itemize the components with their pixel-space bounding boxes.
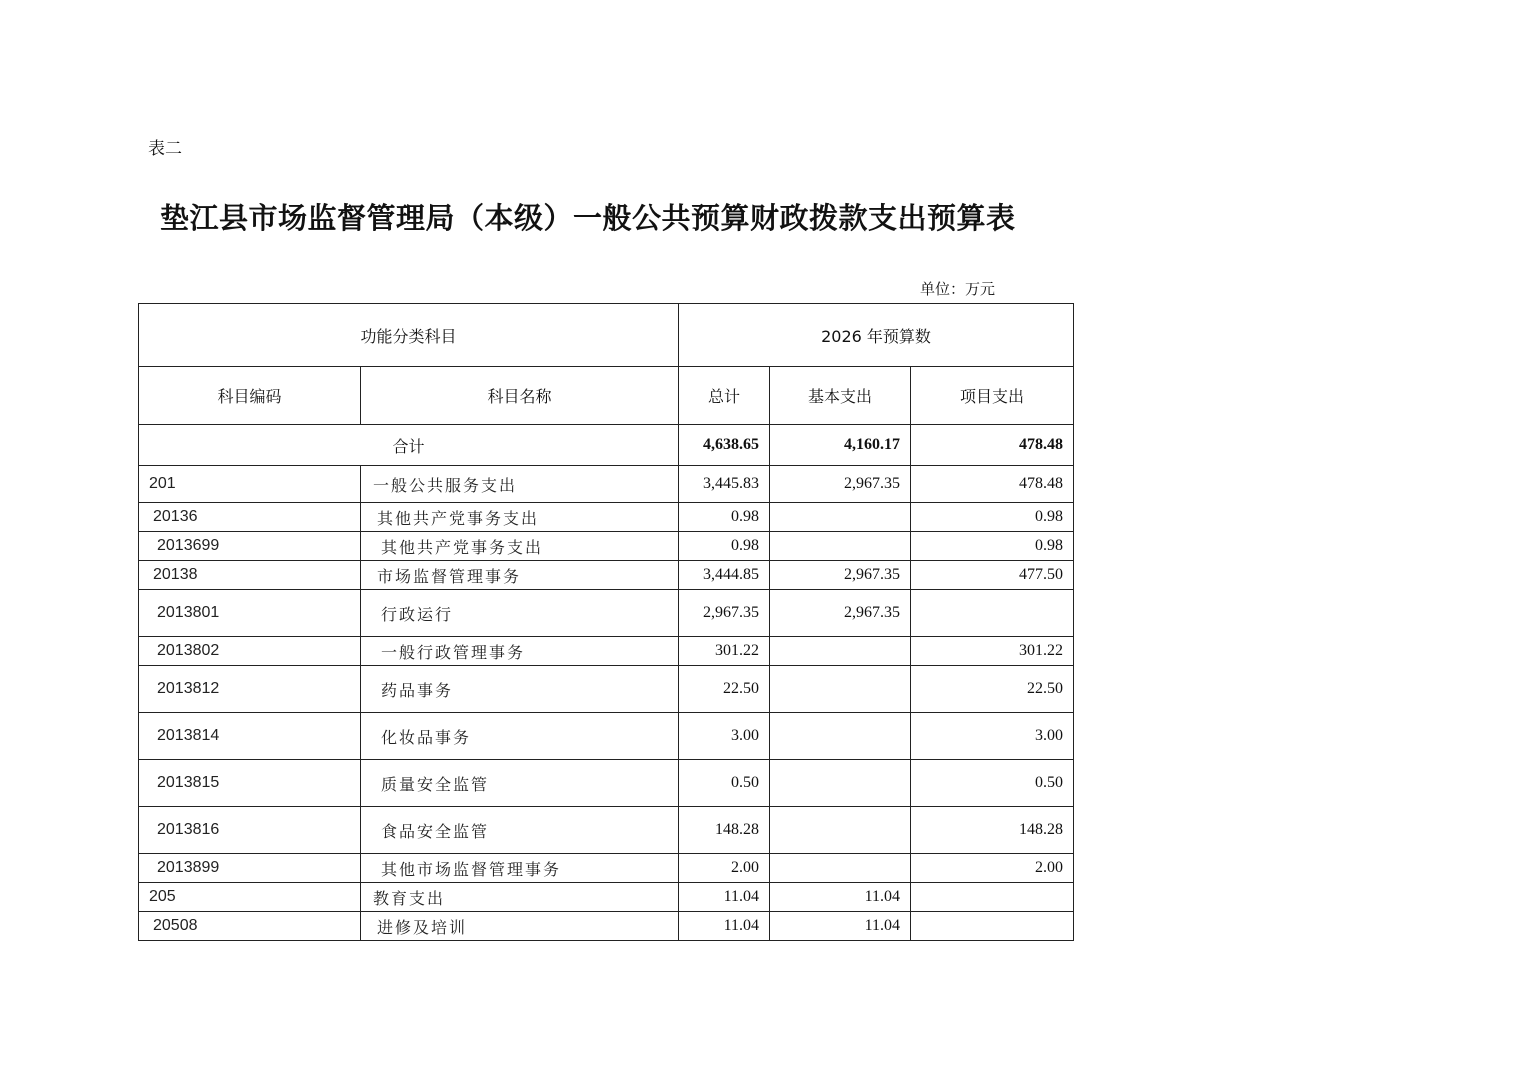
table-number-label: 表二 — [148, 139, 182, 159]
total-sum: 4,638.65 — [679, 425, 770, 466]
row-name: 食品安全监管 — [361, 807, 679, 854]
row-code: 2013801 — [139, 590, 361, 637]
data-rows — [139, 466, 1074, 941]
row-basic: 2,967.35 — [770, 466, 911, 503]
row-basic — [770, 666, 911, 713]
table-row — [139, 854, 1074, 883]
total-row — [139, 425, 1074, 466]
table-row — [139, 912, 1074, 941]
row-project — [911, 590, 1074, 637]
row-code: 2013816 — [139, 807, 361, 854]
row-total: 3,445.83 — [679, 466, 770, 503]
row-basic — [770, 532, 911, 561]
row-basic — [770, 807, 911, 854]
table-row — [139, 637, 1074, 666]
row-basic: 11.04 — [770, 883, 911, 912]
row-name: 质量安全监管 — [361, 760, 679, 807]
table-row — [139, 807, 1074, 854]
row-basic — [770, 713, 911, 760]
row-project: 0.50 — [911, 760, 1074, 807]
header-code: 科目编码 — [139, 367, 361, 425]
header-group-row — [139, 304, 1074, 367]
table-row — [139, 466, 1074, 503]
row-name: 行政运行 — [361, 590, 679, 637]
row-project — [911, 883, 1074, 912]
row-total: 0.50 — [679, 760, 770, 807]
total-basic: 4,160.17 — [770, 425, 911, 466]
row-project: 0.98 — [911, 532, 1074, 561]
table-row — [139, 760, 1074, 807]
row-name: 化妆品事务 — [361, 713, 679, 760]
row-name: 进修及培训 — [361, 912, 679, 941]
header-column-row — [139, 367, 1074, 425]
row-basic: 2,967.35 — [770, 561, 911, 590]
row-basic: 11.04 — [770, 912, 911, 941]
row-project: 477.50 — [911, 561, 1074, 590]
row-code: 2013815 — [139, 760, 361, 807]
row-code: 20508 — [139, 912, 361, 941]
row-name: 其他共产党事务支出 — [361, 532, 679, 561]
row-name: 市场监督管理事务 — [361, 561, 679, 590]
row-total: 11.04 — [679, 883, 770, 912]
header-function-category: 功能分类科目 — [139, 304, 679, 367]
row-project — [911, 912, 1074, 941]
header-name: 科目名称 — [361, 367, 679, 425]
row-basic — [770, 854, 911, 883]
header-budget-year: 2026 年预算数 — [679, 304, 1074, 367]
row-code: 2013899 — [139, 854, 361, 883]
header-project: 项目支出 — [911, 367, 1074, 425]
row-total: 0.98 — [679, 532, 770, 561]
row-total: 2.00 — [679, 854, 770, 883]
table-row — [139, 532, 1074, 561]
table-row — [139, 590, 1074, 637]
row-basic: 2,967.35 — [770, 590, 911, 637]
row-code: 205 — [139, 883, 361, 912]
row-name: 其他市场监督管理事务 — [361, 854, 679, 883]
table-row — [139, 503, 1074, 532]
row-total: 3,444.85 — [679, 561, 770, 590]
row-code: 2013699 — [139, 532, 361, 561]
unit-label: 单位：万元 — [920, 280, 996, 298]
row-total: 11.04 — [679, 912, 770, 941]
row-code: 2013814 — [139, 713, 361, 760]
row-code: 20136 — [139, 503, 361, 532]
row-total: 22.50 — [679, 666, 770, 713]
row-code: 20138 — [139, 561, 361, 590]
row-name: 一般公共服务支出 — [361, 466, 679, 503]
row-basic — [770, 503, 911, 532]
budget-table — [138, 303, 1074, 941]
table-row — [139, 883, 1074, 912]
row-project: 0.98 — [911, 503, 1074, 532]
row-total: 3.00 — [679, 713, 770, 760]
row-name: 其他共产党事务支出 — [361, 503, 679, 532]
row-total: 301.22 — [679, 637, 770, 666]
header-basic: 基本支出 — [770, 367, 911, 425]
table-row — [139, 713, 1074, 760]
row-name: 药品事务 — [361, 666, 679, 713]
row-total: 148.28 — [679, 807, 770, 854]
row-project: 22.50 — [911, 666, 1074, 713]
page-title: 垫江县市场监督管理局（本级）一般公共预算财政拨款支出预算表 — [160, 201, 1016, 235]
row-total: 0.98 — [679, 503, 770, 532]
row-code: 2013802 — [139, 637, 361, 666]
header-total: 总计 — [679, 367, 770, 425]
row-code: 2013812 — [139, 666, 361, 713]
row-total: 2,967.35 — [679, 590, 770, 637]
row-project: 2.00 — [911, 854, 1074, 883]
row-basic — [770, 637, 911, 666]
row-project: 148.28 — [911, 807, 1074, 854]
row-project: 3.00 — [911, 713, 1074, 760]
total-label: 合计 — [139, 425, 679, 466]
row-name: 教育支出 — [361, 883, 679, 912]
row-code: 201 — [139, 466, 361, 503]
table-row — [139, 561, 1074, 590]
row-project: 301.22 — [911, 637, 1074, 666]
row-name: 一般行政管理事务 — [361, 637, 679, 666]
table-row — [139, 666, 1074, 713]
row-basic — [770, 760, 911, 807]
row-project: 478.48 — [911, 466, 1074, 503]
total-project: 478.48 — [911, 425, 1074, 466]
